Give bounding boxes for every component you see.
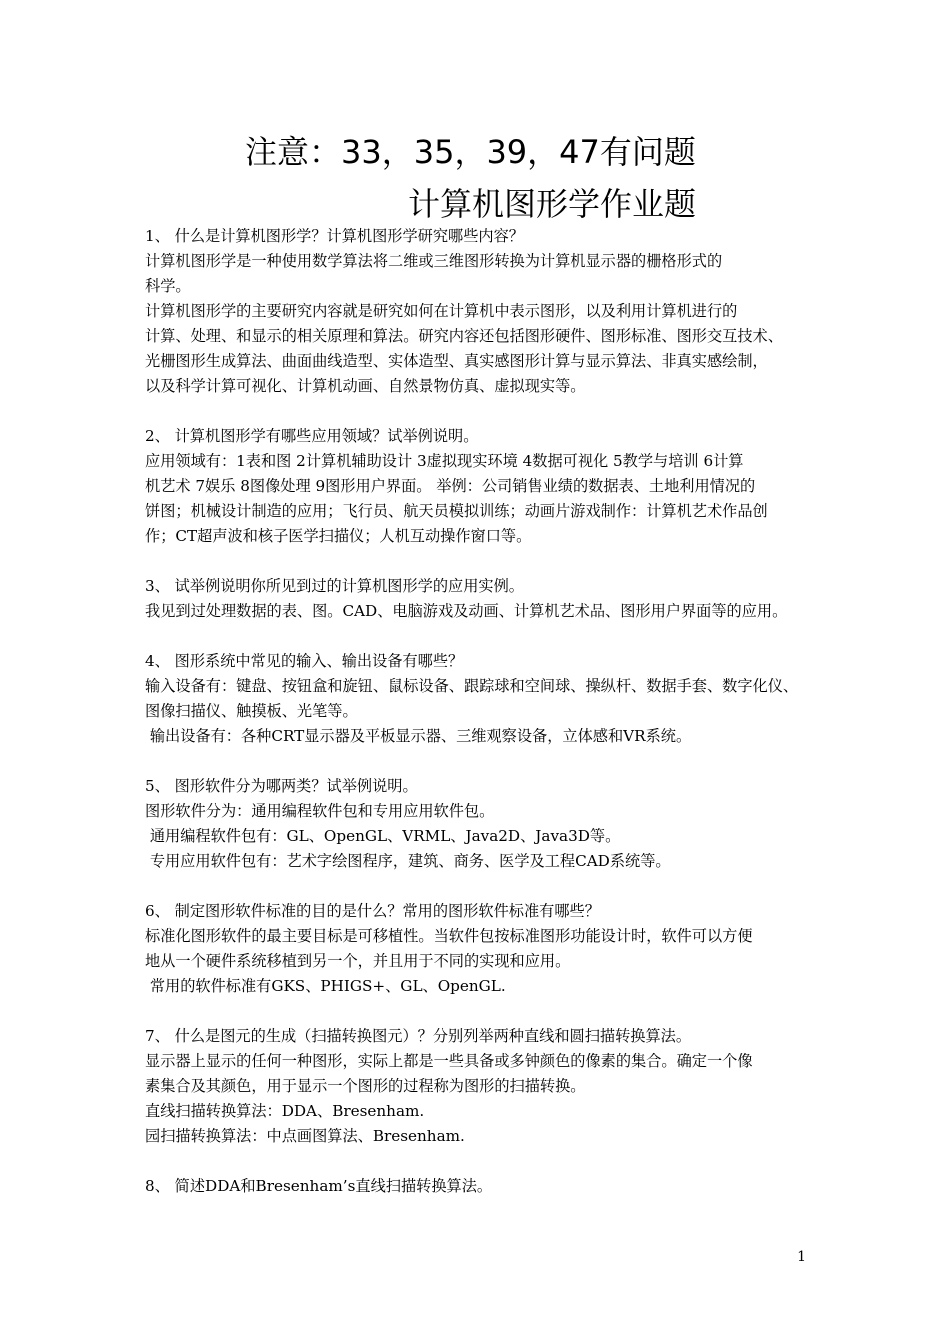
answer-line: 地从一个硬件系统移植到另一个，并且用于不同的实现和应用。 [145, 952, 571, 970]
section-gap [145, 1149, 821, 1174]
answer-line: 标准化图形软件的最主要目标是可移植性。当软件包按标准图形功能设计时，软件可以方便 [145, 927, 753, 945]
answer-line: 光栅图形生成算法、曲面曲线造型、实体造型、真实感图形计算与显示算法、非真实感绘制， [145, 352, 768, 370]
answer-line: 我见到过处理数据的表、图。CAD、电脑游戏及动画、计算机艺术品、图形用户界面等的应用。 [145, 602, 788, 620]
question-line: 6、 制定图形软件标准的目的是什么？常用的图形软件标准有哪些？ [145, 902, 600, 920]
answer-line: 素集合及其颜色，用于显示一个图形的过程称为图形的扫描转换。 [145, 1077, 586, 1095]
question-line: 3、 试举例说明你所见到过的计算机图形学的应用实例。 [145, 577, 524, 595]
answer-line: 显示器上显示的任何一种图形，实际上都是一些具备或多钟颜色的像素的集合。确定一个像 [145, 1052, 753, 1070]
answer-line: 机艺术 7娱乐 8图像处理 9图形用户界面。 举例：公司销售业绩的数据表、土地利用情况的 [145, 477, 756, 495]
answer-line: 输入设备有：键盘、按钮盒和旋钮、鼠标设备、跟踪球和空间球、操纵杆、数据手套、数字化仪、 [145, 677, 799, 695]
section-gap [145, 874, 821, 899]
question-line: 7、 什么是图元的生成（扫描转换图元）？分别列举两种直线和圆扫描转换算法。 [145, 1027, 692, 1045]
question-line: 5、 图形软件分为哪两类？试举例说明。 [145, 777, 418, 795]
answer-line: 应用领域有：1表和图 2计算机辅助设计 3虚拟现实环境 4数据可视化 5教学与培训 6计算 [145, 452, 744, 470]
answer-line: 以及科学计算可视化、计算机动画、自然景物仿真、虚拟现实等。 [145, 377, 586, 395]
section-gap [145, 999, 821, 1024]
page-title-note: 注意：33，35，39，47有问题 [245, 133, 696, 171]
answer-line: 饼图；机械设计制造的应用；飞行员、航天员模拟训练；动画片游戏制作：计算机艺术作品创 [145, 502, 768, 520]
question-line: 2、 计算机图形学有哪些应用领域？试举例说明。 [145, 427, 479, 445]
page-title-main: 计算机图形学作业题 [408, 185, 697, 223]
answer-line: 通用编程软件包有：GL、OpenGL、VRML、Java2D、Java3D等。 [145, 827, 621, 845]
answer-line: 常用的软件标准有GKS、PHIGS+、GL、OpenGL. [145, 977, 506, 995]
answer-line: 园扫描转换算法：中点画图算法、Bresenham. [145, 1127, 465, 1145]
section-gap [145, 399, 821, 424]
answer-line: 作；CT超声波和核子医学扫描仪；人机互动操作窗口等。 [145, 527, 532, 545]
answer-line: 计算、处理、和显示的相关原理和算法。研究内容还包括图形硬件、图形标准、图形交互技术、 [145, 327, 783, 345]
answer-line: 图像扫描仪、触摸板、光笔等。 [145, 702, 358, 720]
answer-line: 图形软件分为：通用编程软件包和专用应用软件包。 [145, 802, 495, 820]
question-line: 1、 什么是计算机图形学？计算机图形学研究哪些内容？ [145, 227, 524, 245]
question-line: 8、 简述DDA和Bresenham’s直线扫描转换算法。 [145, 1177, 493, 1195]
question-line: 4、 图形系统中常见的输入、输出设备有哪些？ [145, 652, 464, 670]
answer-line: 计算机图形学是一种使用数学算法将二维或三维图形转换为计算机显示器的栅格形式的 [145, 252, 723, 270]
answer-line: 输出设备有：各种CRT显示器及平板显示器、三维观察设备，立体感和VR系统。 [145, 727, 692, 745]
page-number: 1 [797, 1249, 806, 1265]
section-gap [145, 624, 821, 649]
document-body [145, 224, 821, 1199]
answer-line: 直线扫描转换算法：DDA、Bresenham. [145, 1102, 425, 1120]
answer-line: 专用应用软件包有：艺术字绘图程序，建筑、商务、医学及工程CAD系统等。 [145, 852, 671, 870]
answer-line: 科学。 [145, 277, 191, 295]
section-gap [145, 749, 821, 774]
answer-line: 计算机图形学的主要研究内容就是研究如何在计算机中表示图形，以及利用计算机进行的 [145, 302, 738, 320]
section-gap [145, 549, 821, 574]
